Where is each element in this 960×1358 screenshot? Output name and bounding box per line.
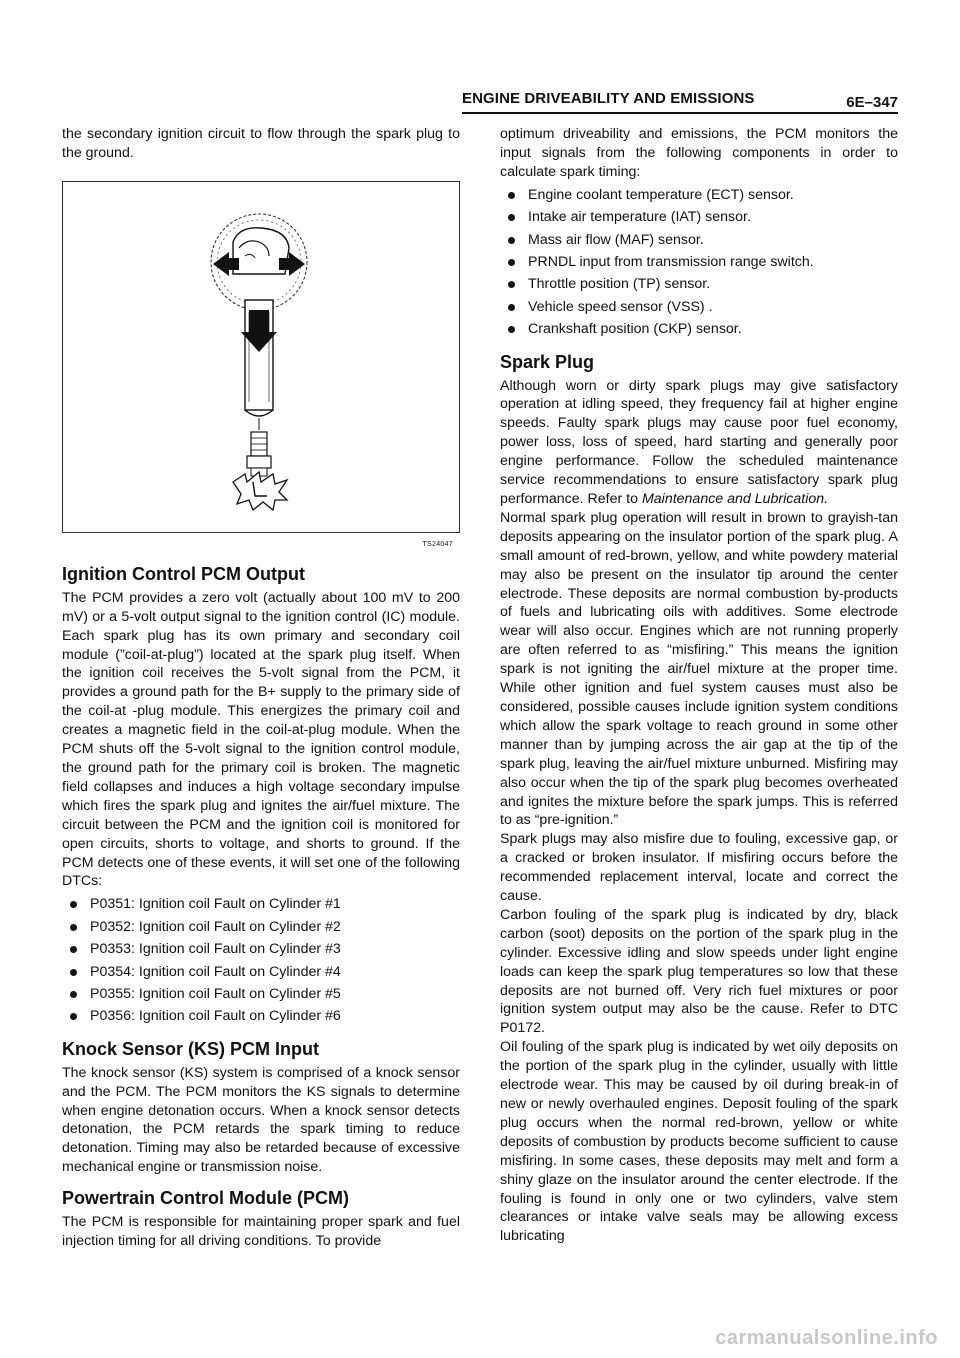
list-item: P0353: Ignition coil Fault on Cylinder #3	[62, 938, 460, 960]
page-header	[462, 90, 898, 112]
dtc-list	[62, 893, 460, 1027]
figure-label: TS24047	[422, 540, 453, 548]
list-item: Throttle position (TP) sensor.	[500, 273, 898, 295]
maintenance-reference: Maintenance and Lubrication.	[641, 491, 829, 507]
spark-plug-paragraph-4: Carbon fouling of the spark plug is indicated by dry, black carbon (soot) deposits on the portion of the spark plug in the cylinder. Excessive idling and slow speeds under light engine loads can keep the spark plug temperatures so low that these deposits are not burned off. Very rich fuel mixtures or poor ignition system output may also be the cause. Refer to DTC P0172.	[500, 906, 898, 1037]
list-item: P0351: Ignition coil Fault on Cylinder #1	[62, 893, 460, 915]
list-item: P0356: Ignition coil Fault on Cylinder #6	[62, 1005, 460, 1027]
spark-plug-heading: Spark Plug	[500, 351, 595, 372]
right-intro-paragraph: optimum driveability and emissions, the PCM monitors the input signals from the following components in order to calculate spark timing:	[500, 126, 898, 180]
component-list	[500, 184, 898, 341]
pcm-paragraph: The PCM is responsible for maintaining proper spark and fuel injection timing for all driving conditions. To provide	[62, 1214, 460, 1250]
knock-sensor-paragraph: The knock sensor (KS) system is comprised of a knock sensor and the PCM. The PCM monitors the KS signals to determine when engine detonation occurs. When a knock sensor detects detonation, the PCM retards the spark timing to reduce detonation. Timing may also be retarded because of excessive mechanical engine or transmission noise.	[62, 1064, 460, 1176]
list-item: P0352: Ignition coil Fault on Cylinder #2	[62, 916, 460, 938]
spark-plug-paragraph-3: Spark plugs may also misfire due to fouling, excessive gap, or a cracked or broken insulator. If misfiring occurs before the recommended replacement interval, locate and correct the cause.	[500, 831, 898, 905]
pcm-heading: Powertrain Control Module (PCM)	[62, 1188, 349, 1209]
knock-sensor-heading: Knock Sensor (KS) PCM Input	[62, 1038, 320, 1059]
left-intro-paragraph: the secondary ignition circuit to flow through the spark plug to the ground.	[62, 126, 460, 161]
page-number: 6E–347	[846, 94, 898, 111]
spark-plug-paragraph-1	[500, 377, 898, 509]
list-item: Crankshaft position (CKP) sensor.	[500, 318, 898, 340]
header-rule	[462, 112, 898, 114]
spark-plug-paragraph-2: Normal spark plug operation will result in brown to grayish-tan deposits appearing on the insulator portion of the spark plug. A small amount of red-brown, yellow, and white powdery material may also be present on the insulator tip around the center electrode. These deposits are normal combustion by-products of fuels and lubricating oils with additives. Some electrode wear will also occur. Engines which are not running properly are often referred to as “misfiring.” This means the ignition spark is not igniting the air/fuel mixture at the proper time. While other ignition and fuel system causes must also be considered, possible causes include ignition system conditions which allow the spark voltage to reach ground in some other manner than by jumping across the air gap at the tip of the spark plug, leaving the air/fuel mixture unburned. Misfiring may also occur when the tip of the spark plug becomes overheated and ignites the mixture before the spark jumps. This is referred to as “pre-ignition.”	[500, 509, 898, 829]
ignition-control-heading: Ignition Control PCM Output	[62, 563, 305, 584]
section-title: ENGINE DRIVEABILITY AND EMISSIONS	[462, 90, 755, 107]
coil-at-plug-figure	[62, 181, 460, 548]
list-item: P0355: Ignition coil Fault on Cylinder #5	[62, 983, 460, 1005]
coil-at-plug-illustration	[63, 182, 459, 532]
ignition-control-paragraph: The PCM provides a zero volt (actually about 100 mV to 200 mV) or a 5-volt output signal to the ignition control (IC) module. Each spark plug has its own primary and secondary coil module (”coil-at-plug”) located at the spark plug itself. When the ignition coil receives the 5-volt signal from the PCM, it provides a ground path for the B+ supply to the primary side of the coil-at -plug module. This energizes the primary coil and creates a magnetic field in the coil-at-plug module. When the PCM shuts off the 5-volt signal to the ignition control module, the ground path for the primary coil is broken. The magnetic field collapses and induces a high voltage secondary impulse which fires the spark plug and ignites the air/fuel mixture. The circuit between the PCM and the ignition coil is monitored for open circuits, shorts to voltage, and shorts to ground. If the PCM detects one of these events, it will set one of the following DTCs:	[62, 589, 460, 890]
right-column	[500, 125, 898, 1246]
spark-plug-paragraph-5: Oil fouling of the spark plug is indicated by wet oily deposits on the portion of the spark plug in the cylinder, usually with little electrode wear. This may be caused by oil during break-in of new or newly overhauled engines. Deposit fouling of the spark plug occurs when the normal red-brown, yellow or white deposits of combustion by products become sufficient to cause misfiring. In some cases, these deposits may melt and form a shiny glaze on the insulator around the center electrode. If the fouling is found in only one or two cylinders, valve stem clearances or intake valve seals may be allowing excess lubricating	[500, 1039, 898, 1245]
left-column	[62, 125, 460, 1251]
list-item: P0354: Ignition coil Fault on Cylinder #4	[62, 961, 460, 983]
list-item: Intake air temperature (IAT) sensor.	[500, 206, 898, 228]
list-item: Vehicle speed sensor (VSS) .	[500, 296, 898, 318]
list-item: Engine coolant temperature (ECT) sensor.	[500, 184, 898, 206]
list-item: PRNDL input from transmission range switch.	[500, 251, 898, 273]
list-item: Mass air flow (MAF) sensor.	[500, 229, 898, 251]
spark-plug-text-1: Although worn or dirty spark plugs may give satisfactory operation at idling speed, they frequency fail at higher engine speeds. Faulty spark plugs may cause poor fuel economy, power loss, loss of speed, hard starting and generally poor engine performance. Follow the scheduled maintenance service recommendations to ensure satisfactory spark plug performance. Refer to	[500, 377, 898, 507]
watermark: carmanualsonline.info	[715, 1327, 938, 1349]
